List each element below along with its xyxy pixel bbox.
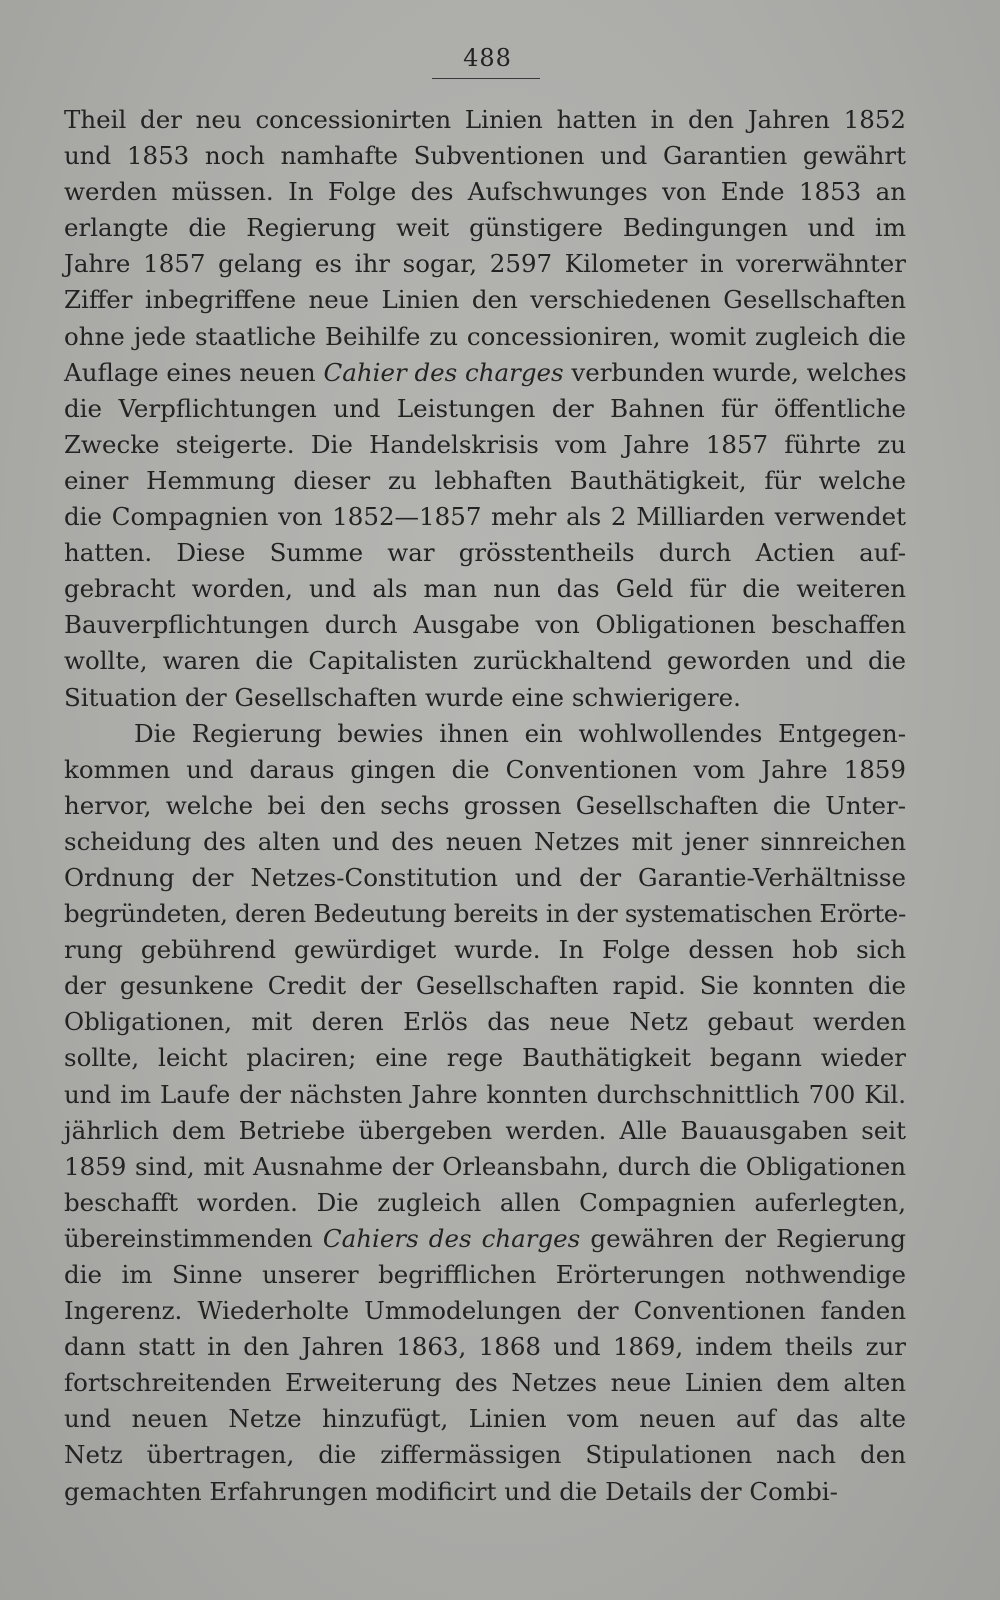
- text-line-segment: Theil der neu concessionirten Linien hatten in den Jahren 1852: [64, 105, 906, 134]
- text-line-segment: verbunden wurde, welches: [563, 357, 907, 387]
- text-line: [64, 1401, 906, 1437]
- text-line-segment: Obligationen, mit deren Erlös das neue Netz gebaut werden: [64, 1007, 906, 1037]
- text-line-segment: Jahre 1857 gelang es ihr sogar, 2597 Kilometer in vorerwähnter: [64, 249, 906, 279]
- text-line-segment: Ziffer inbegriffene neue Linien den verschiedenen Gesellschaften: [64, 285, 906, 315]
- text-line: [64, 1077, 906, 1113]
- text-line: [64, 1365, 906, 1401]
- text-line-segment: und 1853 noch namhafte Subventionen und Garantien gewährt: [64, 141, 906, 171]
- text-line-segment: der gesunkene Credit der Gesellschaften rapid. Sie konnten die: [64, 971, 906, 1001]
- text-line: [64, 860, 906, 896]
- italic-title: Cahier des charges: [323, 357, 564, 387]
- text-line: [64, 463, 906, 499]
- text-line: [64, 102, 906, 138]
- text-line: [64, 1293, 906, 1329]
- text-line-segment: gemachten Erfahrungen modificirt und die Details der Combi-: [64, 1476, 838, 1506]
- text-line: [64, 932, 906, 968]
- text-line-segment: die Verpflichtungen und Leistungen der Bahnen für öffentliche: [64, 393, 906, 423]
- text-line-segment: einer Hemmung dieser zu lebhaften Bauthätigkeit, für welche: [64, 465, 906, 495]
- text-line-segment: dann statt in den Jahren 1863, 1868 und 1869, indem theils zur: [64, 1332, 906, 1362]
- text-line: [64, 1329, 906, 1365]
- header-rule: [432, 78, 540, 79]
- text-line-segment: Situation der Gesellschaften wurde eine schwierigere.: [64, 682, 741, 712]
- text-line-segment: Netz übertragen, die ziffermässigen Stipulationen nach den: [64, 1440, 906, 1470]
- text-line-segment: gewähren der Regierung: [580, 1223, 906, 1253]
- text-line-segment: jährlich dem Betriebe übergeben werden. Alle Bauausgaben seit: [64, 1115, 906, 1145]
- text-line-segment: übereinstimmenden: [64, 1223, 323, 1253]
- text-line-segment: und neuen Netze hinzufügt, Linien vom neuen auf das alte: [64, 1404, 906, 1434]
- text-line-segment: sollte, leicht placiren; eine rege Bauthätigkeit begann wieder: [64, 1043, 906, 1073]
- text-line: [64, 643, 906, 679]
- text-line: [64, 680, 906, 716]
- text-line: [64, 1257, 906, 1293]
- text-line-segment: begründeten, deren Bedeutung bereits in der systematischen Erörte-: [64, 899, 906, 929]
- text-line: [64, 607, 906, 643]
- text-line: [64, 1004, 906, 1040]
- text-line-segment: scheidung des alten und des neuen Netzes mit jener sinnreichen: [64, 826, 906, 856]
- text-line-segment: hervor, welche bei den sechs grossen Gesellschaften die Unter-: [64, 790, 906, 820]
- text-line-segment: gebracht worden, und als man nun das Geld für die weiteren: [64, 574, 906, 604]
- text-line: [64, 896, 906, 932]
- text-line: [64, 716, 906, 752]
- text-line-segment: die im Sinne unserer begrifflichen Erörterungen nothwendige: [64, 1260, 906, 1289]
- text-line-segment: Bauverpflichtungen durch Ausgabe von Obligationen beschaffen: [64, 610, 906, 640]
- text-line: [64, 391, 906, 427]
- text-line: [64, 968, 906, 1004]
- text-line: [64, 174, 906, 210]
- text-line: [64, 1437, 906, 1473]
- text-line: [64, 1113, 906, 1149]
- text-line: [64, 1221, 906, 1257]
- text-line: [64, 246, 906, 282]
- text-line-segment: Auflage eines neuen: [64, 357, 324, 387]
- text-line-segment: wollte, waren die Capitalisten zurückhaltend geworden und die: [64, 646, 906, 676]
- text-line-segment: Die Regierung bewies ihnen ein wohlwollendes Entgegen-: [134, 718, 906, 748]
- body-text: [64, 102, 906, 1510]
- text-line: [64, 427, 906, 463]
- text-line-segment: erlangte die Regierung weit günstigere Bedingungen und im: [64, 213, 906, 243]
- text-line: [64, 752, 906, 788]
- text-line-segment: und im Laufe der nächsten Jahre konnten durchschnittlich 700 Kil.: [64, 1079, 906, 1109]
- text-line-segment: kommen und daraus gingen die Conventionen vom Jahre 1859: [64, 754, 906, 784]
- italic-title: Cahiers des charges: [322, 1223, 581, 1253]
- text-line-segment: ohne jede staatliche Beihilfe zu concessioniren, womit zugleich die: [64, 321, 906, 351]
- text-line-segment: Zwecke steigerte. Die Handelskrisis vom Jahre 1857 führte zu: [64, 429, 906, 459]
- text-line-segment: Ingerenz. Wiederholte Ummodelungen der Conventionen fanden: [64, 1296, 906, 1326]
- text-line: [64, 1474, 906, 1510]
- text-line-segment: beschafft worden. Die zugleich allen Compagnien auferlegten,: [64, 1187, 906, 1217]
- text-line: [64, 535, 906, 571]
- text-line: [64, 1149, 906, 1185]
- text-line-segment: 1859 sind, mit Ausnahme der Orleansbahn, durch die Obligationen: [64, 1151, 906, 1181]
- text-line: [64, 571, 906, 607]
- text-line-segment: rung gebührend gewürdiget wurde. In Folge dessen hob sich: [64, 935, 906, 965]
- text-line-segment: fortschreitenden Erweiterung des Netzes neue Linien dem alten: [64, 1368, 906, 1398]
- text-line: [64, 824, 906, 860]
- text-line: [64, 788, 906, 824]
- page-number: 488: [463, 44, 512, 72]
- text-line: [64, 138, 906, 174]
- text-line-segment: hatten. Diese Summe war grösstentheils durch Actien auf-: [64, 538, 906, 568]
- text-line: [64, 1185, 906, 1221]
- text-line-segment: Ordnung der Netzes-Constitution und der Garantie-Verhältnisse: [64, 862, 906, 892]
- text-line: [64, 355, 906, 391]
- text-line: [64, 282, 906, 318]
- text-line: [64, 319, 906, 355]
- text-line-segment: werden müssen. In Folge des Aufschwunges von Ende 1853 an: [64, 177, 906, 207]
- text-line: [64, 499, 906, 535]
- text-line-segment: die Compagnien von 1852—1857 mehr als 2 Milliarden verwendet: [64, 502, 906, 532]
- text-line: [64, 210, 906, 246]
- text-line: [64, 1040, 906, 1076]
